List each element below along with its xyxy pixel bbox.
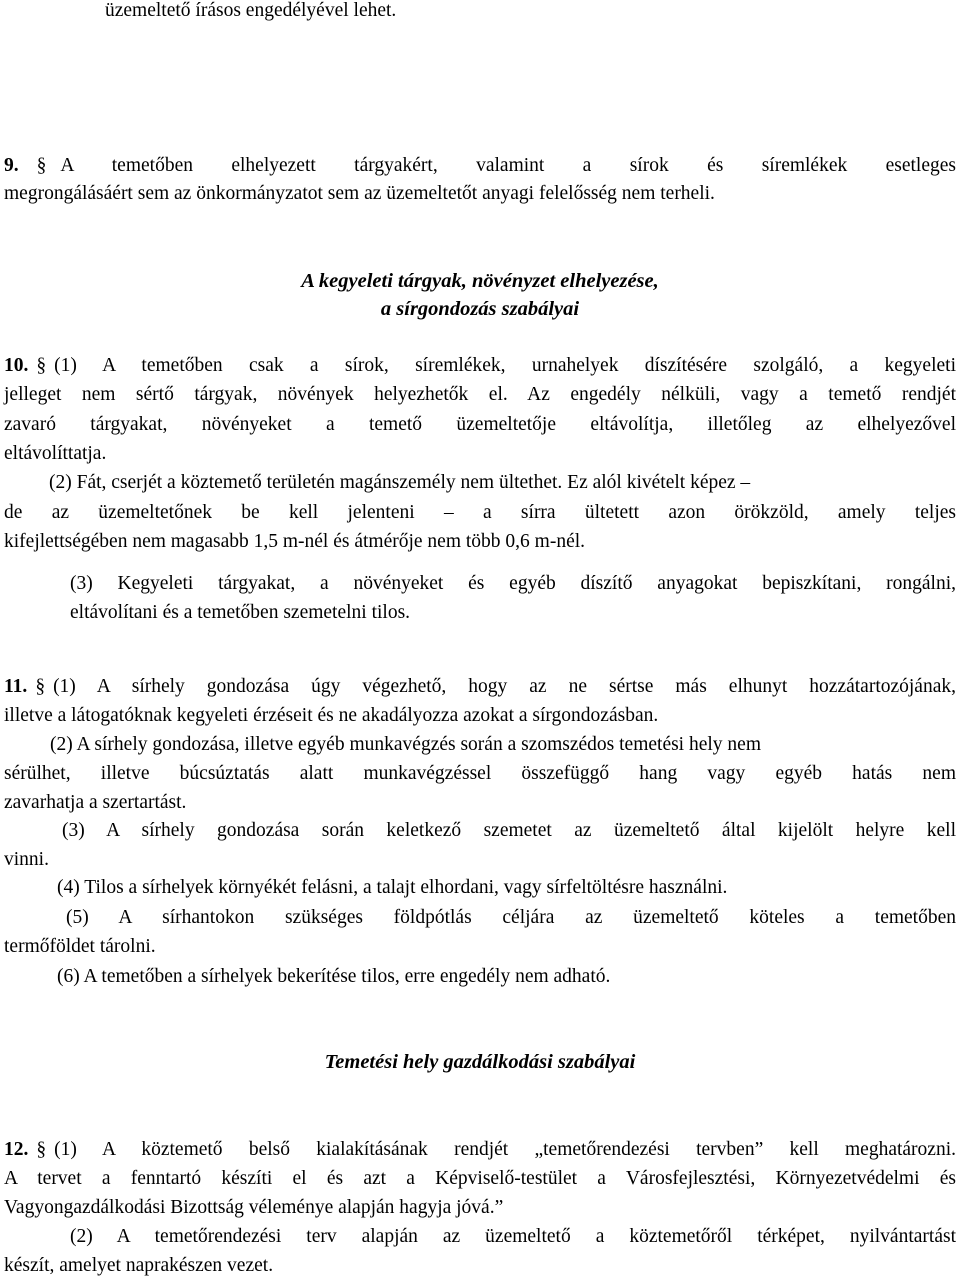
- section-mark: §: [36, 355, 47, 376]
- section-10-p1-line-2: jelleget nem sértő tárgyak, növények helyezhetők el. Az engedély nélküli, vagy a temető rendjét: [4, 384, 956, 405]
- section-11-p5-line-2: termőföldet tárolni.: [4, 936, 156, 957]
- section-12-line-1: [4, 1139, 956, 1161]
- heading-kegyeleti-line-1: A kegyeleti tárgyak, növényzet elhelyezése,: [301, 270, 659, 292]
- section-10-p1-line-3: zavaró tárgyakat, növényeket a temető üzemeltetője eltávolítja, illetőleg az elhelyezővel: [4, 414, 956, 435]
- section-number: 10.: [4, 355, 29, 376]
- section-12-p1-line-3: Vagyongazdálkodási Bizottság véleménye alapján hagyja jóvá.”: [4, 1197, 504, 1218]
- continuation-line: üzemeltető írásos engedélyével lehet.: [105, 0, 397, 21]
- section-10-p2-line-3: kifejlettségében nem magasabb 1,5 m-nél és átmérője nem több 0,6 m-nél.: [4, 531, 586, 552]
- section-11-p1-line-2: illetve a látogatóknak kegyeleti érzéseit és ne akadályozza azokat a sírgondozásban.: [4, 705, 659, 726]
- section-10-p3-line-2: eltávolítani és a temetőben szemetelni tilos.: [70, 602, 411, 623]
- section-mark: §: [36, 155, 47, 176]
- section-mark: §: [36, 1139, 47, 1160]
- section-10-p1-line-4: eltávolíttatja.: [4, 443, 107, 464]
- section-9-line-1: [4, 155, 956, 177]
- section-text: (1) A sírhely gondozása úgy végezhető, hogy az ne sértse más elhunyt hozzátartozójának,: [53, 676, 956, 697]
- section-text: A temetőben elhelyezett tárgyakért, valamint a sírok és síremlékek esetleges: [60, 155, 956, 176]
- section-9-line-2: megrongálásáért sem az önkormányzatot sem az üzemeltetőt anyagi felelősség nem terheli.: [4, 183, 715, 204]
- section-12-p2-line-2: készít, amelyet naprakészen vezet.: [4, 1255, 274, 1276]
- section-12-p2-line-1: (2) A temetőrendezési terv alapján az üzemeltető a köztemetőről térképet, nyilvántartást: [70, 1226, 956, 1247]
- section-text: (1) A temetőben csak a sírok, síremlékek, urnahelyek díszítésére szolgáló, a kegyeleti: [54, 355, 956, 376]
- heading-kegyeleti-line-2: a sírgondozás szabályai: [380, 298, 580, 320]
- section-number: 12.: [4, 1139, 29, 1160]
- section-11-line-1: [4, 676, 956, 698]
- section-11-p2-line-3: zavarhatja a szertartást.: [4, 792, 187, 813]
- section-number: 9.: [4, 155, 19, 176]
- section-text: (1) A köztemető belső kialakításának rendjét „temetőrendezési tervben” kell meghatározni.: [54, 1139, 956, 1160]
- section-10-p2-line-2: de az üzemeltetőnek be kell jelenteni – a sírra ültetett azon örökzöld, amely teljes: [4, 502, 956, 523]
- section-11-p6-line-1: (6) A temetőben a sírhelyek bekerítése tilos, erre engedély nem adható.: [57, 966, 611, 987]
- section-11-p5-line-1: (5) A sírhantokon szükséges földpótlás céljára az üzemeltető köteles a temetőben: [66, 907, 956, 928]
- heading-gazdalkodasi: Temetési hely gazdálkodási szabályai: [324, 1051, 636, 1073]
- section-10-p3-line-1: (3) Kegyeleti tárgyakat, a növényeket és egyéb díszítő anyagokat bepiszkítani, rongálni,: [70, 573, 956, 594]
- section-10-line-1: [4, 355, 956, 377]
- section-11-p2-line-1: (2) A sírhely gondozása, illetve egyéb munkavégzés során a szomszédos temetési hely nem: [50, 734, 761, 755]
- section-11-p3-line-2: vinni.: [4, 849, 49, 870]
- section-10-p2-line-1: (2) Fát, cserjét a köztemető területén magánszemély nem ültethet. Ez alól kivételt képez –: [49, 472, 751, 493]
- section-12-p1-line-2: A tervet a fenntartó készíti el és azt a Képviselő-testület a Városfejlesztési, Környezetvédelmi és: [4, 1168, 956, 1189]
- section-number: 11.: [4, 676, 28, 697]
- section-11-p3-line-1: (3) A sírhely gondozása során keletkező szemetet az üzemeltető által kijelölt helyre kell: [62, 820, 956, 841]
- section-mark: §: [35, 676, 46, 697]
- section-11-p4-line-1: (4) Tilos a sírhelyek környékét felásni, a talajt elhordani, vagy sírfeltöltésre használni.: [57, 877, 728, 898]
- section-11-p2-line-2: sérülhet, illetve búcsúztatás alatt munkavégzéssel összefüggő hang vagy egyéb hatás nem: [4, 763, 956, 784]
